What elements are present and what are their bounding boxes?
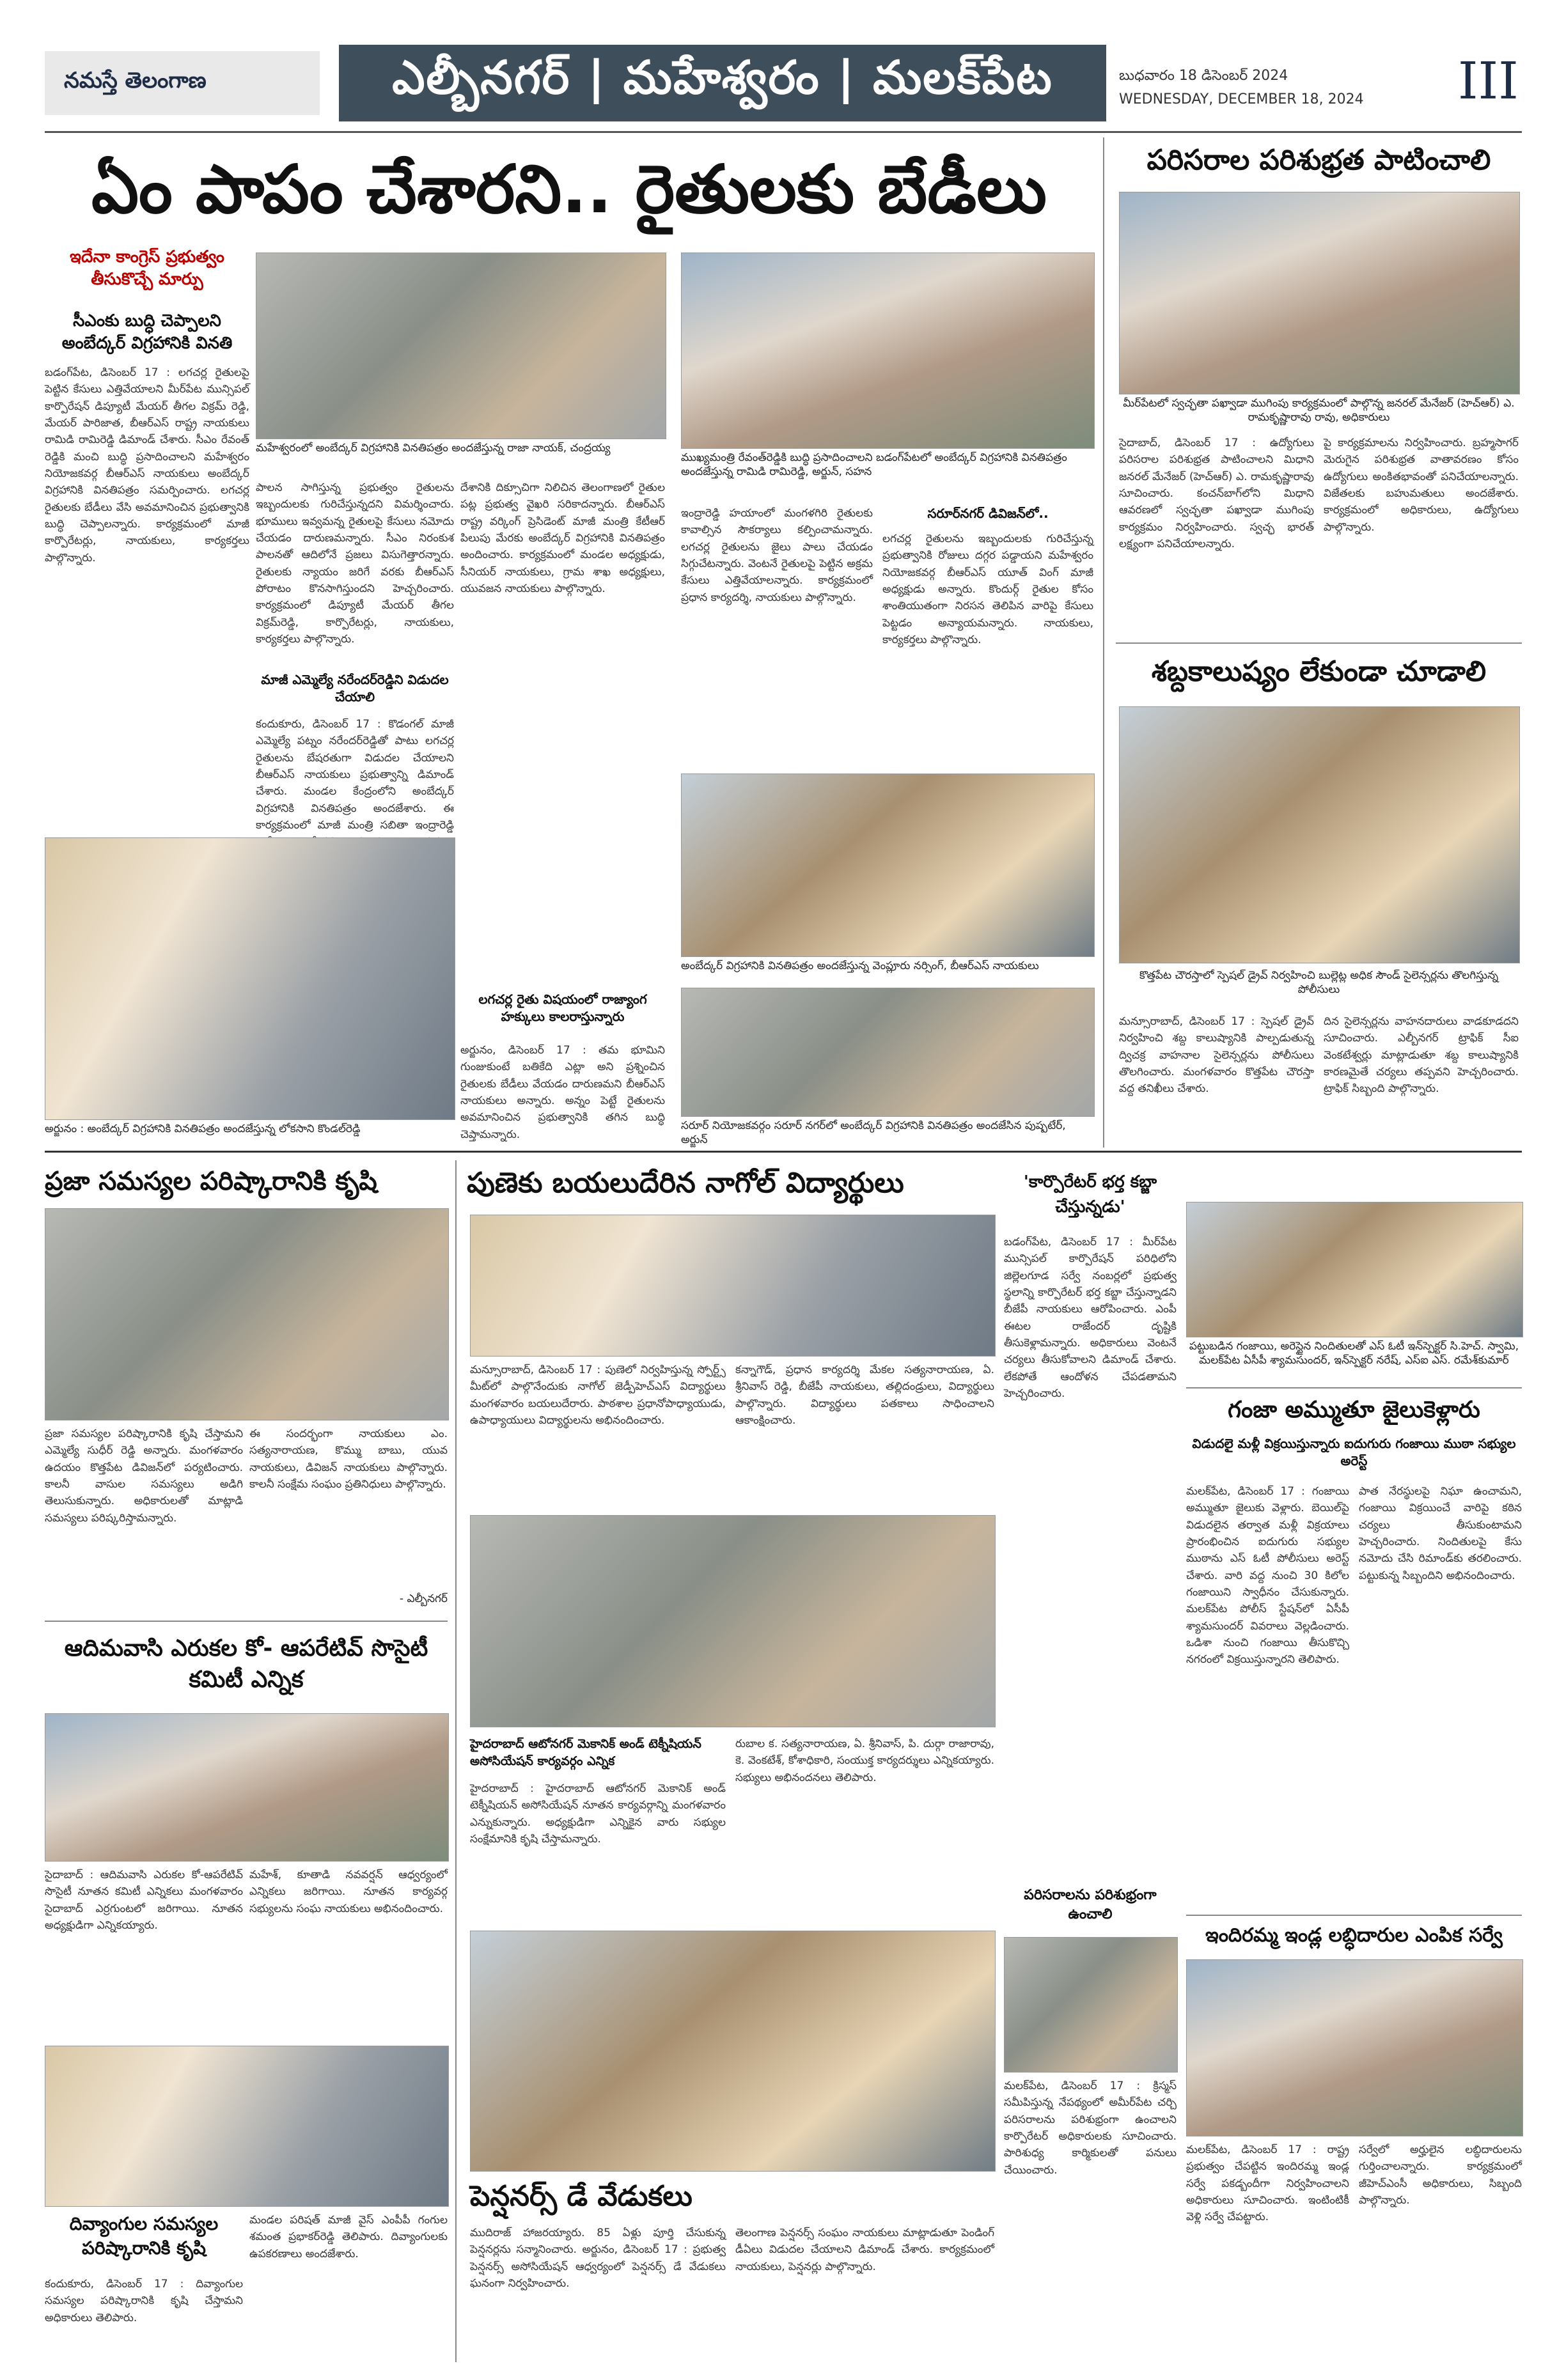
lead-photo-3 <box>45 837 455 1120</box>
row3-photo-4 <box>1004 1937 1178 2073</box>
row3-mid-column-2: రుబాల క. సత్యనారాయణ, ఏ. శ్రీనివాస్, పి. దుర్గా రాజారావు, కె. వెంకటేశ్, కోశాధికారి, సంయుక్త కార్యదర్శులు ఎన్నికయ్యారు. సభ్యులు అభినందనలు తెలిపారు. <box>735 1738 994 1784</box>
lead-column-4: దేశానికి దిక్సూచిగా నిలిచిన తెలంగాణలో రైతుల పట్ల ప్రభుత్వ వైఖరి సరికాదన్నారు. బీఆర్ఎస్ రాష్ట్ర వర్కింగ్ ప్రెసిడెంట్ మాజీ మంత్రి కేటీఆర్ పిలుపు మేరకు అంబేద్కర్ విగ్రహానికి వినతిపత్రం అందించారు. కార్యక్రమంలో మండల అధ్యక్షుడు, సీనియర్ నాయకులు, గ్రామ శాఖ అధ్యక్షులు, యువజన నాయకులు పాల్గొన్నారు. <box>460 481 665 596</box>
lead-caption-3: అర్జునం : అంబేద్కర్ విగ్రహానికి వినతిపత్రం అందజేస్తున్న లోకసాని కొండల్‌రెడ్డి <box>45 1123 361 1135</box>
lead-headline: ఏం పాపం చేశారని.. రైతులకు బేడీలు <box>91 150 1047 228</box>
row3-headline-1: ఆదిమవాసి ఎరుకల కో- ఆపరేటివ్ సొసైటీ కమిటీ ఎన్నిక <box>64 1635 428 1693</box>
right-top-headline: పరిసరాల పరిశుభ్రత పాటించాలి <box>1146 144 1491 176</box>
row3-mid-column-1: హైదరాబాద్ : హైదరాబాద్ ఆటోనగర్ మెకానిక్ అండ్ టెక్నీషియన్ అసోసియేషన్ నూతన కార్యవర్గాన్ని మంగళవారం ఎన్నుకున్నారు. అధ్యక్షుడిగా ఎన్నికైన వారు సభ్యుల సంక్షేమానికి కృషి చేస్తామన్నారు. <box>470 1782 726 1846</box>
row3-column-3: కందుకూరు, డిసెంబర్ 17 : దివ్యాంగుల సమస్యల పరిష్కారానికి కృషి చేస్తామని అధికారులు తెలిపారు. <box>45 2278 243 2324</box>
row3-headline-3: పెన్షనర్స్ డే వేడుకలు <box>470 2180 692 2213</box>
row2-column-7: పాత నేరస్థులపై నిఘా ఉంచామని, గంజాయి విక్రయించే వారిపై కఠిన చర్యలు తీసుకుంటామని హెచ్చరించారు. నిందితులపై కేసు నమోదు చేసి రిమాండ్‌కు తరలించారు. పట్టుకున్న సిబ్బందిని అభినందించారు. <box>1359 1485 1522 1582</box>
lead-subhead-saroor: సరూర్‌నగర్ డివిజన్‌లో.. <box>927 506 1049 521</box>
lead-subhead-ex-mla: మాజీ ఎమ్మెల్యే నరేందర్‌రెడ్డిని విడుదల చేయాలి <box>261 672 449 704</box>
right-divider-2 <box>1186 1387 1522 1388</box>
lead-column-3: కందుకూరు, డిసెంబర్ 17 : కొడంగల్ మాజీ ఎమ్మెల్యే పట్నం నరేందర్‌రెడ్డితో పాటు లగచర్ల రైతులను బేషరతుగా విడుదల చేయాలని బీఆర్ఎస్ నాయకులు ప్రభుత్వాన్ని డిమాండ్ చేశారు. మండల కేంద్రంలోని అంబేద్కర్ విగ్రహానికి వినతిపత్రం అందజేశారు. ఈ కార్యక్రమంలో మాజీ మంత్రి సబితా ఇంద్రారెడ్డి <box>256 718 454 832</box>
lead-column-5: ఇంద్రారెడ్డి హయాంలో మంగళగిరి రైతులకు కావాల్సిన సౌకర్యాలు కల్పించామన్నారు. లగచర్ల రైతులను జైలు పాలు చేయడం సిగ్గుచేటన్నారు. వెంటనే రైతులపై పెట్టిన అక్రమ కేసులు ఎత్తివేయాలన్నారు. కార్యక్రమంలో ప్రధాన కార్యదర్శి, నాయకులు పాల్గొన్నారు. <box>681 507 873 604</box>
row2-headline-1: ప్రజా సమస్యల పరిష్కారానికి కృషి <box>45 1167 377 1196</box>
right-divider-1 <box>1116 642 1522 644</box>
lead-column-1: బడంగ్‌పేట, డిసెంబర్ 17 : లగచర్ల రైతులపై పెట్టిన కేసులు ఎత్తివేయాలని మీర్‌పేట మున్సిపల్ కార్పొరేషన్ డిప్యూటీ మేయర్ తీగల విక్రమ్ రెడ్డి, మేయర్ పారిజాత, బీఆర్ఎస్ రాష్ట్ర నాయకులు రామిడి రామిరెడ్డి డిమాండ్ చేశారు. సీఎం రేవంత్ రెడ్డికి మంచి బుద్ధి ప్రసాదించాలని మహేశ్వరం నియోజకవర్గ బీఆర్ఎస్ నాయకులు అంబేద్కర్ విగ్రహానికి వినతిపత్రం సమర్పించారు. లగచర్ల రైతులకు బేడీలు వేసి అవమానించిన ప్రభుత్వానికి బుద్ధి చెప్పాలన్నారు. కార్యక్రమంలో మాజీ కార్పొరేటర్లు, నాయకులు, కార్యకర్తలు పాల్గొన్నారు. <box>45 366 249 564</box>
row2-subhead-4: విడుదలై మళ్లీ విక్రయిస్తున్నారు ఐదుగురు గంజాయి ముఠా సభ్యుల అరెస్ట్ <box>1192 1436 1516 1468</box>
row3-column-6: తెలంగాణ పెన్షనర్స్ సంఘం నాయకులు మాట్లాడుతూ పెండింగ్ డీఏలు విడుదల చేయాలని డిమాండ్ చేశారు. కార్యక్రమంలో నాయకులు, పెన్షనర్లు పాల్గొన్నారు. <box>735 2227 994 2273</box>
lead-subhead-lagacherla: లగచర్ల రైతు విషయంలో రాజ్యాంగ హక్కులు కాలరాస్తున్నారు <box>478 992 647 1024</box>
lead-column-2: పాలన సాగిస్తున్న ప్రభుత్వం రైతులను ఇబ్బందులకు గురిచేస్తున్నదని విమర్శించారు. భూములు ఇవ్వమన్న రైతులపై కేసులు నమోదు చేయడం దారుణమన్నారు. సీఎం నిరంకుశ పాలనతో ఆదిలోనే ప్రజలు విసుగెత్తారన్నారు. రైతులకు న్యాయం జరిగే వరకు బీఆర్ఎస్ పోరాటం కొనసాగిస్తుందని హెచ్చరించారు. కార్యక్రమంలో డిప్యూటీ మేయర్ తీగల విక్రమ్‌రెడ్డి, కార్పొరేటర్లు, నాయకులు, కార్యకర్తలు పాల్గొన్నారు. <box>256 481 454 646</box>
newspaper-brand: నమస్తే తెలంగాణ <box>45 51 320 115</box>
lead-photo-1 <box>256 253 666 439</box>
row2-caption-right: పట్టుబడిన గంజాయి, అరెస్టైన నిందితులతో ఎస్ ఓటీ ఇన్‌స్పెక్టర్ సి.హెచ్. స్వామి, మలక్‌పేట ఏసీపీ శ్యామసుందర్, ఇన్‌స్పెక్టర్ నరేష్, ఎస్‌ఐ ఎస్. రమేశ్‌కుమార్ <box>1189 1340 1519 1367</box>
row3-caption-mid: హైదరాబాద్ ఆటోనగర్ మెకానిక్ అండ్ టెక్నీషియన్ అసోసియేషన్ కార్యవర్గం ఎన్నిక <box>470 1737 701 1768</box>
date-telugu: బుధవారం 18 డిసెంబర్ 2024 <box>1119 68 1288 84</box>
row2-column-4: కన్నాగౌడ్, ప్రధాన కార్యదర్శి మేకల సత్యనారాయణ, ఏ. శ్రీనివాస్ రెడ్డి, బీజేపీ నాయకులు, తల్లిదండ్రులు, విద్యార్థులు పాల్గొన్నారు. విద్యార్థులు పతకాలు సాధించాలని ఆకాంక్షించారు. <box>735 1364 994 1427</box>
lead-caption-2: ముఖ్యమంత్రి రేవంత్‌రెడ్డికి బుద్ధి ప్రసాదించాలని బడంగ్‌పేటలో అంబేద్కర్ విగ్రహానికి వినతిపత్రం అందజేస్తున్న రామిడి రామిరెడ్డి, అర్జున్, సహన <box>681 451 1067 479</box>
left-divider-3 <box>45 1621 448 1622</box>
row2-column-1: ప్రజా సమస్యల పరిష్కారానికి కృషి చేస్తామని ఎమ్మెల్యే సుధీర్ రెడ్డి అన్నారు. మంగళవారం ఉదయం కొత్తపేట డివిజన్‌లో పర్యటించారు. కాలనీ వాసుల సమస్యలు అడిగి తెలుసుకున్నారు. అధికారులతో మాట్లాడి సమస్యలు పరిష్కరిస్తామన్నారు. <box>45 1427 243 1525</box>
row3-column-4: మండల పరిషత్ మాజీ వైస్ ఎంపీపీ గంగుల శమంత ప్రభాకర్‌రెడ్డి తెలిపారు. దివ్యాంగులకు ఉపకరణాలు అందజేశారు. <box>249 2214 448 2260</box>
row3-photo-1 <box>45 1713 449 1862</box>
lead-caption-1: మహేశ్వరంలో అంబేద్కర్ విగ్రహానికి వినతిపత్రం అందజేస్తున్న రాజా నాయక్, చంద్రయ్య <box>256 442 611 455</box>
right-top-column-1: సైదాబాద్, డిసెంబర్ 17 : ఉద్యోగులు పరిసరాల పరిశుభ్రత పాటించాలని మిధాని జనరల్ మేనేజర్ (హెచ్‌ఆర్) ఎ. రామకృష్ణారావు సూచించారు. కంచన్‌బాగ్‌లోని మిధాని ఆవరణలో స్వచ్ఛతా పఖ్వాడా ముగింపు కార్యక్రమం నిర్వహించారు. స్వచ్ఛ భారత్ లక్ష్యంగా పనిచేయాలన్నారు. <box>1119 437 1314 551</box>
lead-column-6: లగచర్ల రైతులను ఇబ్బందులకు గురిచేస్తున్న ప్రభుత్వానికి రోజులు దగ్గర పడ్డాయని మహేశ్వరం నియోజకవర్గ బీఆర్ఎస్ యూత్ వింగ్ మాజీ అధ్యక్షుడు అన్నారు. కొందుర్గ్ రైతుల కోసం శాంతియుతంగా నిరసన తెలిపిన వారిపై కేసులు పెట్టడం అన్యాయమన్నారు. నాయకులు, కార్యకర్తలు పాల్గొన్నారు. <box>882 533 1093 647</box>
row3-column-7: మలక్‌పేట, డిసెంబర్ 17 : క్రిస్మస్ సమీపిస్తున్న నేపథ్యంలో అమీర్‌పేట చర్చి పరిసరాలను పరిశుభ్రంగా ఉంచాలని కార్పొరేటర్ అధికారులకు సూచించారు. పారిశుధ్య కార్మికులతో పనులు చేయించారు. <box>1004 2080 1177 2177</box>
right-mid-headline: శబ్దకాలుష్యం లేకుండా చూడాలి <box>1151 655 1487 688</box>
lead-photo-5 <box>681 988 1095 1117</box>
row2-column-3: మన్సూరాబాద్, డిసెంబర్ 17 : పుణెలో నిర్వహిస్తున్న స్పోర్ట్స్ మీట్‌లో పాల్గొనేందుకు నాగోల్ జెడ్పీహెచ్‌ఎస్ విద్యార్థులు మంగళవారం బయలుదేరారు. పాఠశాల ప్రధానోపాధ్యాయుడు, ఉపాధ్యాయులు విద్యార్థులను అభినందించారు. <box>470 1364 726 1427</box>
row3-column-2: మహేశ్, కూతాడి నవవర్షన్ ఆధ్వర్యంలో ఎన్నికలు జరిగాయి. నూతన కార్యవర్గ సభ్యులను సంఘ నాయకులు అభినందించారు. <box>249 1869 448 1915</box>
lead-column-7: అర్జునం, డిసెంబర్ 17 : తమ భూమిని గుంజుకుంటే బతికేది ఎట్లా అని ప్రశ్నించిన రైతులకు బేడీలు వేయడం దారుణమని బీఆర్ఎస్ నాయకులు అన్నారు. అన్నం పెట్టే రైతులను అవమానించిన ప్రభుత్వానికి తగిన బుద్ధి చెప్తామన్నారు. <box>460 1044 665 1141</box>
right-top-column-2: పై కార్యక్రమాలను నిర్వహించారు. బ్రహ్మసాగర్ మెరుగైన పరిశుభ్రత వాతావరణం కోసం ఉద్యోగులు అంకితభావంతో పనిచేయాలన్నారు. విజేతలకు బహుమతులు అందజేశారు. కార్యక్రమంలో అధికారులు, ఉద్యోగులు పాల్గొన్నారు. <box>1324 437 1519 534</box>
column-divider-2 <box>455 1160 457 2362</box>
row3-photo-5 <box>1186 1959 1523 2136</box>
row3-subhead-2: దివ్యాంగుల సమస్యల పరిష్కారానికి కృషి <box>69 2213 219 2259</box>
row2-photo-3 <box>1186 1202 1523 1337</box>
lead-kickers <box>45 246 249 355</box>
masthead <box>45 38 1522 128</box>
row3-headline-1a <box>45 1633 448 1695</box>
row2-subhead-5: పరిసరాలను పరిశుభ్రంగా ఉంచాలి <box>1024 1887 1157 1922</box>
row3-column-8: మలక్‌పేట, డిసెంబర్ 17 : రాష్ట్ర ప్రభుత్వం చేపట్టిన ఇందిరమ్మ ఇండ్ల సర్వే పకడ్బందీగా నిర్వహించాలని అధికారులు సూచించారు. ఇంటింటికీ వెళ్లి సర్వే చేపట్టారు. <box>1186 2143 1349 2224</box>
column-divider <box>1103 137 1104 1147</box>
row3-column-1: సైదాబాద్ : ఆదిమవాసి ఎరుకల కో-ఆపరేటివ్ సొసైటీ నూతన కమిటీ ఎన్నికలు మంగళవారం సైదాబాద్ ఎర్రగుంటలో జరిగాయి. నూతన అధ్యక్షుడిగా ఎన్నికయ్యారు. <box>45 1869 243 1933</box>
row2-photo-1 <box>45 1208 449 1420</box>
right-mid-caption: కొత్తపేట చౌరస్తాలో స్పెషల్ డ్రైవ్ నిర్వహించి బుల్లెట్ల అధిక సౌండ్ సైలెన్సర్లను తొలగిస్తున్న పోలీసులు <box>1139 969 1499 997</box>
row2-column-6: మలక్‌పేట, డిసెంబర్ 17 : గంజాయి అమ్ముతూ జైలుకు వెళ్లారు. బెయిల్‌పై విడుదలైన తర్వాత మళ్లీ విక్రయాలు ప్రారంభించిన ఐదుగురు సభ్యుల ముఠాను ఎస్ ఓటీ పోలీసులు అరెస్ట్ చేశారు. వారి వద్ద నుంచి 30 కిలోల గంజాయిని స్వాధీనం చేసుకున్నారు. మలక్‌పేట పోలీస్ స్టేషన్‌లో ఏసీపీ శ్యామసుందర్ వివరాలు వెల్లడించారు. ఒడిశా నుంచి గంజాయి తీసుకొచ్చి నగరంలో విక్రయిస్తున్నారని తెలిపారు. <box>1186 1485 1349 1667</box>
lead-caption-4: అంబేద్కర్ విగ్రహానికి వినతిపత్రం అందజేస్తున్న వెంప్లూరు నర్సింగ్, బీఆర్ఎస్ నాయకులు <box>681 960 1039 972</box>
row2-headline-3: 'కార్పొరేటర్ భర్త కబ్జా చేస్తున్నడు' <box>1023 1172 1157 1217</box>
row3-column-9: సర్వేలో అర్హులైన లబ్ధిదారులను గుర్తించాలన్నారు. కార్యక్రమంలో జీహెచ్ఎంసీ అధికారులు, సిబ్బంది పాల్గొన్నారు. <box>1359 2143 1522 2207</box>
section-divider-1 <box>45 1151 1522 1153</box>
row3-photo-2 <box>45 2046 449 2207</box>
row3-photo-3 <box>470 1931 996 2172</box>
right-mid-photo <box>1119 706 1520 963</box>
lead-photo-4 <box>681 774 1095 957</box>
lead-photo-2 <box>681 253 1095 449</box>
row2-column-2: ఈ సందర్భంగా నాయకులు ఎం. సత్యనారాయణ, కొమ్ము బాబు, యువ నాయకులు, డివిజన్ నాయకులు పాల్గొన్నారు. కాలనీ సంక్షేమ సంఘం ప్రతినిధులు పాల్గొన్నారు. <box>249 1427 448 1491</box>
row2-headline-2: పుణెకు బయలుదేరిన నాగోల్ విద్యార్థులు <box>467 1167 904 1199</box>
row2-headline-4: గంజా అమ్ముతూ జైలుకెళ్లారు <box>1228 1397 1480 1423</box>
row3-headline-4: ఇందిరమ్మ ఇండ్ల లబ్ధిదారుల ఎంపిక సర్వే <box>1205 1924 1503 1947</box>
right-top-photo <box>1119 192 1520 394</box>
page-number: III <box>1458 51 1519 111</box>
row2-photo-2 <box>470 1215 996 1357</box>
right-mid-column-2: దిన సైలెన్సర్లను వాహనదారులు వాడకూడదని సూచించారు. ఎల్బీనగర్ ట్రాఫిక్ సీఐ వెంకటేశ్వర్లు మాట్లాడుతూ శబ్ద కాలుష్యానికి కారణమైతే చర్యలు తప్పవని హెచ్చరించారు. ట్రాఫిక్ సిబ్బంది పాల్గొన్నారు. <box>1324 1015 1519 1096</box>
lead-kicker-1: ఇదేనా కాంగ్రెస్ ప్రభుత్వం తీసుకొచ్చే మార్పు <box>70 247 224 290</box>
row2-column-5: బడంగ్‌పేట, డిసెంబర్ 17 : మీర్‌పేట మున్సిపల్ కార్పొరేషన్ పరిధిలోని జిల్లెలగూడ సర్వే నంబర్లలో ప్రభుత్వ స్థలాన్ని కార్పొరేటర్ భర్త కబ్జా చేస్తున్నాడని బీజేపీ నాయకులు ఆరోపించారు. ఎంపీ ఈటల రాజేందర్ దృష్టికి తీసుకెళ్లామన్నారు. అధికారులు వెంటనే చర్యలు తీసుకోవాలని డిమాండ్ చేశారు. లేకపోతే ఆందోళన చేపడతామని హెచ్చరించారు. <box>1004 1236 1177 1401</box>
lead-caption-5: సరూర్ నియోజకవర్గం సరూర్ నగర్‌లో అంబేద్కర్ విగ్రహానికి వినతిపత్రం అందజేసిన పుష్పటేర్, అర్జున్ <box>681 1119 1066 1147</box>
right-top-caption: మీర్‌పేటలో స్వచ్ఛతా పఖ్వాడా ముగింపు కార్యక్రమంలో పాల్గొన్న జనరల్ మేనేజర్ (హెచ్‌ఆర్) ఎ. రామకృష్ణారావు రావు, అధికారులు <box>1123 397 1515 424</box>
right-divider-3 <box>1186 1915 1522 1916</box>
row3-photo-mid-1 <box>470 1515 996 1727</box>
masthead-rule <box>45 131 1522 133</box>
right-mid-column-1: మన్సూరాబాద్, డిసెంబర్ 17 : స్పెషల్ డ్రైవ్ నిర్వహించి శబ్ద కాలుష్యానికి పాల్పడుతున్న ద్విచక్ర వాహనాల సైలెన్సర్లను పోలీసులు తొలగించారు. మంగళవారం కొత్తపేట చౌరస్తా వద్ద తనిఖీలు చేశారు. <box>1119 1015 1314 1096</box>
row3-column-5: ముదిరాజ్ హాజరయ్యారు. 85 ఏళ్లు పూర్తి చేసుకున్న పెన్షనర్లను సన్మానించారు. అర్జునం, డిసెంబర్ 17 : ప్రభుత్వ పెన్షనర్స్ అసోసియేషన్ ఆధ్వర్యంలో పెన్షనర్స్ డే వేడుకలు ఘనంగా నిర్వహించారు. <box>470 2227 726 2291</box>
lead-kicker-2: సీఎంకు బుద్ధి చెప్పాలని అంబేద్కర్ విగ్రహానికి వినతి <box>61 311 233 354</box>
row2-signature: - ఎల్బీనగర్ <box>399 1592 448 1605</box>
date-block <box>1119 64 1375 112</box>
date-english: WEDNESDAY, DECEMBER 18, 2024 <box>1119 91 1364 108</box>
edition-banner: ఎల్బీనగర్ | మహేశ్వరం | మలక్‌పేట <box>339 45 1106 121</box>
